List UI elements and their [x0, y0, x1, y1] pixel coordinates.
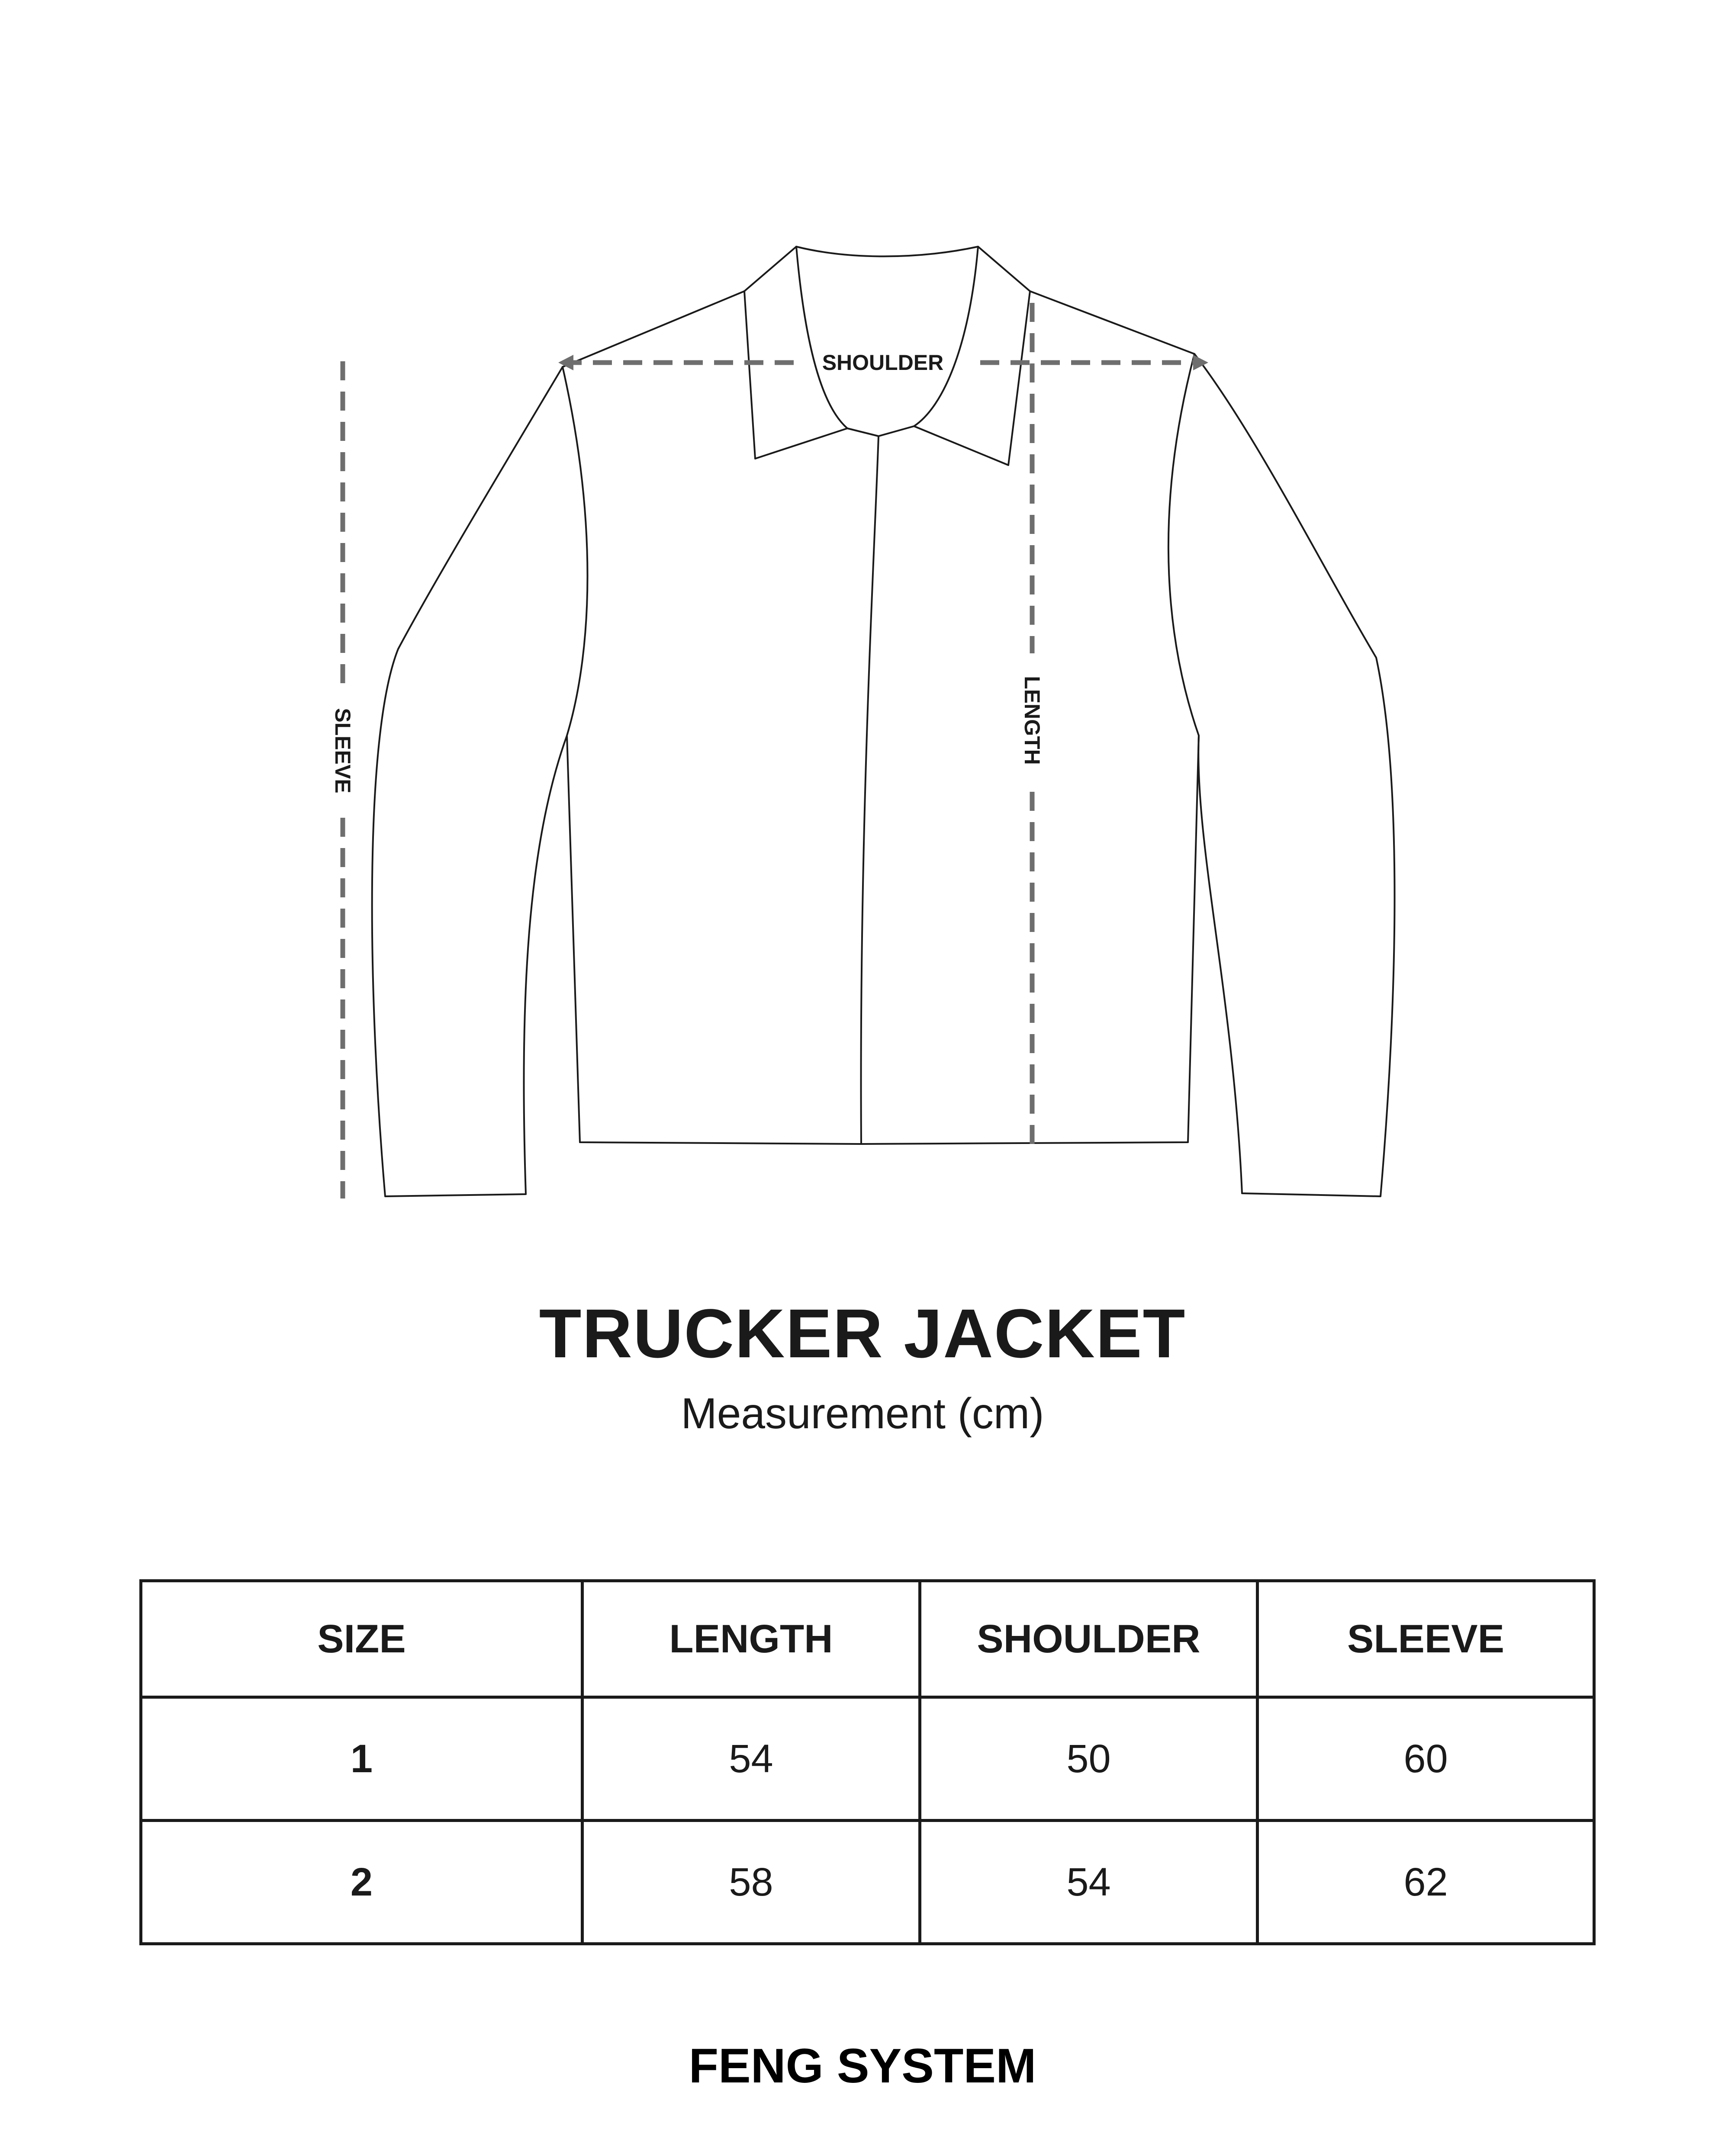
length-value: 58 — [583, 1821, 920, 1944]
brand-name: FENG SYSTEM — [689, 2039, 1036, 2093]
table-row — [141, 1821, 1594, 1944]
product-title: TRUCKER JACKET — [539, 1295, 1186, 1372]
header-length: LENGTH — [583, 1581, 920, 1697]
shoulder-arrow-right — [1193, 355, 1208, 370]
sleeve-label: SLEEVE — [331, 708, 355, 794]
length-value: 54 — [583, 1697, 920, 1821]
collar-outline — [744, 247, 1030, 291]
right-sleeve-outline — [1194, 354, 1395, 1196]
shoulder-value: 50 — [920, 1697, 1258, 1821]
header-size: SIZE — [141, 1581, 583, 1697]
left-shoulder-seam — [563, 291, 744, 367]
size-table — [139, 1579, 1596, 1945]
shoulder-label: SHOULDER — [822, 350, 944, 375]
table-header-row — [141, 1581, 1594, 1697]
right-shoulder-seam — [1030, 291, 1194, 354]
shoulder-arrow-left — [558, 355, 573, 370]
measurement-unit-subtitle: Measurement (cm) — [681, 1389, 1044, 1438]
sleeve-value: 60 — [1258, 1697, 1594, 1821]
header-sleeve: SLEEVE — [1258, 1581, 1594, 1697]
front-placket — [861, 436, 879, 1144]
sleeve-value: 62 — [1258, 1821, 1594, 1944]
table-row — [141, 1697, 1594, 1821]
size-value: 1 — [141, 1697, 583, 1821]
left-sleeve-outline — [372, 367, 567, 1196]
shoulder-value: 54 — [920, 1821, 1258, 1944]
length-label: LENGTH — [1020, 676, 1044, 765]
header-shoulder: SHOULDER — [920, 1581, 1258, 1697]
collar-opening — [847, 426, 914, 436]
jacket-body-outline — [563, 354, 1199, 1144]
size-value: 2 — [141, 1821, 583, 1944]
